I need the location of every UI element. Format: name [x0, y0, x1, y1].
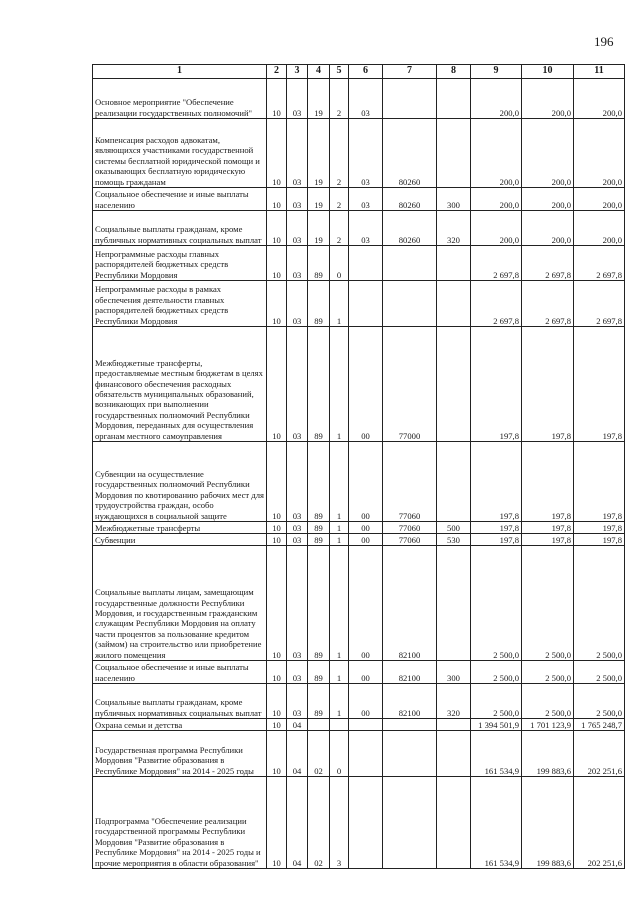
amount-col11: 197,8	[574, 327, 625, 442]
activity-code	[349, 281, 383, 327]
amount-col11: 200,0	[574, 79, 625, 119]
amount-col9: 161 534,9	[471, 777, 522, 869]
direction-code: 77000	[383, 327, 437, 442]
table-header-row	[93, 65, 625, 79]
subsection-code: 03	[287, 684, 308, 719]
subprogram-code: 1	[330, 442, 349, 522]
expense-type-code: 320	[437, 211, 471, 246]
subprogram-code: 1	[330, 522, 349, 534]
column-header: 10	[522, 65, 574, 79]
row-name: Компенсация расходов адвокатам, являющихся участниками государственной системы бесплатной юридической помощи и оказывающих бесплатную юридическую помощь гражданам	[93, 119, 267, 188]
subprogram-code: 2	[330, 188, 349, 211]
row-name: Основное мероприятие "Обеспечение реализации государственных полномочий"	[93, 79, 267, 119]
subsection-code: 04	[287, 777, 308, 869]
amount-col9: 2 697,8	[471, 246, 522, 281]
table-row	[93, 188, 625, 211]
subsection-code: 03	[287, 442, 308, 522]
amount-col11: 2 697,8	[574, 246, 625, 281]
amount-col9: 197,8	[471, 522, 522, 534]
column-header: 3	[287, 65, 308, 79]
subprogram-code: 2	[330, 211, 349, 246]
table-row	[93, 211, 625, 246]
subsection-code: 03	[287, 211, 308, 246]
direction-code	[383, 777, 437, 869]
direction-code	[383, 246, 437, 281]
program-code	[308, 719, 330, 731]
subsection-code: 04	[287, 719, 308, 731]
amount-col10: 199 883,6	[522, 777, 574, 869]
direction-code: 80260	[383, 188, 437, 211]
direction-code	[383, 281, 437, 327]
activity-code: 00	[349, 546, 383, 661]
activity-code: 03	[349, 79, 383, 119]
activity-code	[349, 731, 383, 777]
amount-col11: 200,0	[574, 188, 625, 211]
table-row	[93, 327, 625, 442]
row-name: Охрана семьи и детства	[93, 719, 267, 731]
amount-col9: 2 500,0	[471, 661, 522, 684]
page-number: 196	[594, 34, 614, 49]
program-code: 19	[308, 211, 330, 246]
column-header: 8	[437, 65, 471, 79]
amount-col11: 202 251,6	[574, 777, 625, 869]
subprogram-code: 2	[330, 79, 349, 119]
amount-col11: 2 500,0	[574, 684, 625, 719]
activity-code: 03	[349, 211, 383, 246]
amount-col9: 2 500,0	[471, 684, 522, 719]
program-code: 02	[308, 777, 330, 869]
activity-code: 00	[349, 522, 383, 534]
amount-col10: 2 697,8	[522, 246, 574, 281]
direction-code: 80260	[383, 119, 437, 188]
subprogram-code: 3	[330, 777, 349, 869]
section-code: 10	[267, 777, 287, 869]
amount-col10: 200,0	[522, 188, 574, 211]
expense-type-code	[437, 731, 471, 777]
table-row	[93, 661, 625, 684]
direction-code	[383, 731, 437, 777]
section-code: 10	[267, 442, 287, 522]
table-row	[93, 281, 625, 327]
column-header: 9	[471, 65, 522, 79]
subsection-code: 03	[287, 188, 308, 211]
activity-code: 00	[349, 442, 383, 522]
section-code: 10	[267, 79, 287, 119]
amount-col11: 197,8	[574, 522, 625, 534]
row-name: Межбюджетные трансферты, предоставляемые местным бюджетам в целях финансового обеспечения расходных обязательств муниципальных образований, возникающих при выполнении государственных полномочий Республики Мордовия, переданных для осуществления органам местного самоуправления	[93, 327, 267, 442]
amount-col11: 2 697,8	[574, 281, 625, 327]
budget-table	[92, 64, 625, 869]
subprogram-code: 0	[330, 246, 349, 281]
column-header: 4	[308, 65, 330, 79]
table-row	[93, 522, 625, 534]
direction-code: 82100	[383, 546, 437, 661]
expense-type-code	[437, 327, 471, 442]
expense-type-code	[437, 546, 471, 661]
row-name: Социальные выплаты гражданам, кроме публичных нормативных социальных выплат	[93, 684, 267, 719]
amount-col10: 2 500,0	[522, 661, 574, 684]
column-header: 1	[93, 65, 267, 79]
amount-col9: 200,0	[471, 188, 522, 211]
column-header: 11	[574, 65, 625, 79]
program-code: 89	[308, 534, 330, 546]
row-name: Государственная программа Республики Мордовия "Развитие образования в Республике Мордовия" на 2014 - 2025 годы	[93, 731, 267, 777]
amount-col9: 200,0	[471, 119, 522, 188]
amount-col9: 197,8	[471, 442, 522, 522]
section-code: 10	[267, 246, 287, 281]
section-code: 10	[267, 281, 287, 327]
amount-col9: 200,0	[471, 211, 522, 246]
amount-col10: 199 883,6	[522, 731, 574, 777]
program-code: 02	[308, 731, 330, 777]
subsection-code: 03	[287, 522, 308, 534]
subsection-code: 03	[287, 546, 308, 661]
amount-col9: 197,8	[471, 327, 522, 442]
row-name: Непрограммные расходы главных распорядителей бюджетных средств Республики Мордовия	[93, 246, 267, 281]
activity-code: 00	[349, 327, 383, 442]
direction-code: 82100	[383, 661, 437, 684]
direction-code	[383, 719, 437, 731]
section-code: 10	[267, 731, 287, 777]
table-row	[93, 719, 625, 731]
section-code: 10	[267, 661, 287, 684]
subsection-code: 03	[287, 661, 308, 684]
subsection-code: 03	[287, 281, 308, 327]
row-name: Субвенции на осуществление государственных полномочий Республики Мордовия по квотированию рабочих мест для трудоустройства граждан, особо нуждающихся в социальной защите	[93, 442, 267, 522]
amount-col10: 197,8	[522, 522, 574, 534]
subsection-code: 04	[287, 731, 308, 777]
activity-code: 03	[349, 119, 383, 188]
table-row	[93, 534, 625, 546]
activity-code: 03	[349, 188, 383, 211]
amount-col9: 2 500,0	[471, 546, 522, 661]
amount-col11: 202 251,6	[574, 731, 625, 777]
activity-code	[349, 719, 383, 731]
table-row	[93, 119, 625, 188]
program-code: 89	[308, 661, 330, 684]
amount-col10: 197,8	[522, 534, 574, 546]
amount-col10: 2 697,8	[522, 281, 574, 327]
section-code: 10	[267, 522, 287, 534]
expense-type-code: 320	[437, 684, 471, 719]
expense-type-code	[437, 281, 471, 327]
expense-type-code	[437, 442, 471, 522]
amount-col11: 197,8	[574, 534, 625, 546]
amount-col11: 2 500,0	[574, 546, 625, 661]
table-row	[93, 246, 625, 281]
row-name: Межбюджетные трансферты	[93, 522, 267, 534]
amount-col10: 200,0	[522, 119, 574, 188]
table-row	[93, 731, 625, 777]
section-code: 10	[267, 719, 287, 731]
amount-col9: 2 697,8	[471, 281, 522, 327]
amount-col10: 2 500,0	[522, 546, 574, 661]
row-name: Социальные выплаты лицам, замещающим государственные должности Республики Мордовия, и государственным гражданским служащим Республики Мордовия на оплату части процентов за пользование кредитом (займом) на строительство или приобретение жилого помещения	[93, 546, 267, 661]
subprogram-code: 1	[330, 546, 349, 661]
program-code: 19	[308, 119, 330, 188]
column-header: 7	[383, 65, 437, 79]
section-code: 10	[267, 327, 287, 442]
program-code: 19	[308, 79, 330, 119]
row-name: Непрограммные расходы в рамках обеспечения деятельности главных распорядителей бюджетных средств Республики Мордовия	[93, 281, 267, 327]
amount-col10: 197,8	[522, 327, 574, 442]
section-code: 10	[267, 534, 287, 546]
direction-code: 77060	[383, 442, 437, 522]
program-code: 89	[308, 281, 330, 327]
amount-col11: 197,8	[574, 442, 625, 522]
amount-col10: 200,0	[522, 211, 574, 246]
column-header: 5	[330, 65, 349, 79]
amount-col11: 200,0	[574, 211, 625, 246]
subprogram-code: 1	[330, 281, 349, 327]
amount-col10: 2 500,0	[522, 684, 574, 719]
program-code: 89	[308, 684, 330, 719]
program-code: 19	[308, 188, 330, 211]
subprogram-code: 1	[330, 534, 349, 546]
table-row	[93, 442, 625, 522]
expense-type-code: 300	[437, 661, 471, 684]
subsection-code: 03	[287, 246, 308, 281]
direction-code: 77060	[383, 522, 437, 534]
amount-col11: 200,0	[574, 119, 625, 188]
amount-col11: 1 765 248,7	[574, 719, 625, 731]
activity-code	[349, 777, 383, 869]
subsection-code: 03	[287, 534, 308, 546]
subprogram-code: 1	[330, 661, 349, 684]
subprogram-code: 1	[330, 327, 349, 442]
row-name: Социальные выплаты гражданам, кроме публичных нормативных социальных выплат	[93, 211, 267, 246]
table-row	[93, 79, 625, 119]
expense-type-code: 500	[437, 522, 471, 534]
section-code: 10	[267, 546, 287, 661]
table-row	[93, 777, 625, 869]
subsection-code: 03	[287, 119, 308, 188]
subsection-code: 03	[287, 327, 308, 442]
amount-col9: 161 534,9	[471, 731, 522, 777]
subprogram-code: 0	[330, 731, 349, 777]
expense-type-code: 530	[437, 534, 471, 546]
amount-col10: 1 701 123,9	[522, 719, 574, 731]
program-code: 89	[308, 327, 330, 442]
expense-type-code	[437, 777, 471, 869]
expense-type-code	[437, 719, 471, 731]
amount-col10: 197,8	[522, 442, 574, 522]
table-body	[93, 79, 625, 869]
amount-col9: 200,0	[471, 79, 522, 119]
activity-code: 00	[349, 684, 383, 719]
expense-type-code	[437, 119, 471, 188]
activity-code: 00	[349, 661, 383, 684]
subprogram-code: 1	[330, 684, 349, 719]
activity-code	[349, 246, 383, 281]
amount-col10: 200,0	[522, 79, 574, 119]
amount-col9: 1 394 501,9	[471, 719, 522, 731]
subprogram-code	[330, 719, 349, 731]
row-name: Социальное обеспечение и иные выплаты населению	[93, 188, 267, 211]
column-header: 2	[267, 65, 287, 79]
section-code: 10	[267, 119, 287, 188]
amount-col9: 197,8	[471, 534, 522, 546]
activity-code: 00	[349, 534, 383, 546]
section-code: 10	[267, 211, 287, 246]
program-code: 89	[308, 522, 330, 534]
direction-code	[383, 79, 437, 119]
section-code: 10	[267, 188, 287, 211]
program-code: 89	[308, 546, 330, 661]
program-code: 89	[308, 246, 330, 281]
expense-type-code	[437, 246, 471, 281]
expense-type-code: 300	[437, 188, 471, 211]
row-name: Субвенции	[93, 534, 267, 546]
direction-code: 82100	[383, 684, 437, 719]
table-row	[93, 546, 625, 661]
row-name: Социальное обеспечение и иные выплаты населению	[93, 661, 267, 684]
amount-col11: 2 500,0	[574, 661, 625, 684]
expense-type-code	[437, 79, 471, 119]
subsection-code: 03	[287, 79, 308, 119]
subprogram-code: 2	[330, 119, 349, 188]
direction-code: 77060	[383, 534, 437, 546]
program-code: 89	[308, 442, 330, 522]
row-name: Подпрограмма "Обеспечение реализации государственной программы Республики Мордовия "Развитие образования в Республике Мордовия" на 2014 - 2025 годы и прочие мероприятия в области образования"	[93, 777, 267, 869]
table-row	[93, 684, 625, 719]
direction-code: 80260	[383, 211, 437, 246]
column-header: 6	[349, 65, 383, 79]
section-code: 10	[267, 684, 287, 719]
